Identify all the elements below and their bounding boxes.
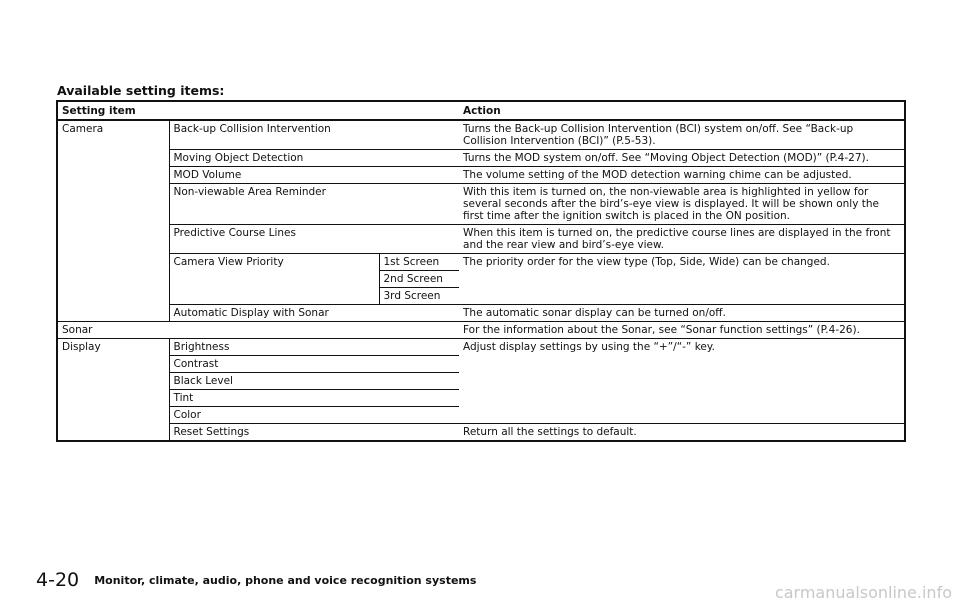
category-display: Display	[57, 339, 169, 442]
table-header-row	[57, 101, 905, 120]
page-footer	[36, 569, 476, 591]
table-row	[57, 424, 905, 442]
category-sonar: Sonar	[57, 322, 459, 339]
setting-color: Color	[169, 407, 459, 424]
setting-camera-view-priority: Camera View Priority	[169, 254, 379, 305]
setting-2nd-screen: 2nd Screen	[379, 271, 459, 288]
table-row	[57, 305, 905, 322]
action-reset: Return all the settings to default.	[459, 424, 905, 442]
setting-mod-volume: MOD Volume	[169, 167, 459, 184]
section-heading: Available setting items:	[57, 83, 225, 98]
action-camera-view-priority: The priority order for the view type (Top, Side, Wide) can be changed.	[459, 254, 905, 305]
setting-contrast: Contrast	[169, 356, 459, 373]
action-nvar: With this item is turned on, the non-viewable area is highlighted in yellow for several seconds after the bird’s-eye view is displayed. It will be shown only the first time after the ignition switch is placed in the ON position.	[459, 184, 905, 225]
setting-3rd-screen: 3rd Screen	[379, 288, 459, 305]
action-auto-display-sonar: The automatic sonar display can be turned on/off.	[459, 305, 905, 322]
page-number: 4-20	[36, 569, 80, 591]
action-pcl: When this item is turned on, the predictive course lines are displayed in the front and the rear view and bird’s-eye view.	[459, 225, 905, 254]
table-row	[57, 150, 905, 167]
table-row	[57, 225, 905, 254]
table-row	[57, 167, 905, 184]
setting-nvar: Non-viewable Area Reminder	[169, 184, 459, 225]
action-mod: Turns the MOD system on/off. See “Moving Object Detection (MOD)” (P.4-27).	[459, 150, 905, 167]
setting-auto-display-sonar: Automatic Display with Sonar	[169, 305, 459, 322]
category-camera: Camera	[62, 123, 104, 135]
setting-tint: Tint	[169, 390, 459, 407]
action-adjust-display: Adjust display settings by using the “+”/“-” key.	[459, 339, 905, 424]
setting-reset: Reset Settings	[169, 424, 459, 442]
table-row	[57, 254, 905, 271]
table-row	[57, 120, 905, 150]
settings-table	[56, 100, 906, 442]
table-row	[57, 184, 905, 225]
table-row	[57, 339, 905, 356]
table-row	[57, 322, 905, 339]
setting-1st-screen: 1st Screen	[379, 254, 459, 271]
header-setting-item: Setting item	[57, 101, 459, 120]
setting-mod: Moving Object Detection	[169, 150, 459, 167]
section-title: Monitor, climate, audio, phone and voice recognition systems	[94, 573, 477, 587]
setting-brightness: Brightness	[169, 339, 459, 356]
setting-bci: Back-up Collision Intervention	[169, 120, 459, 150]
action-bci: Turns the Back-up Collision Intervention (BCI) system on/off. See “Back-up Collision Intervention (BCI)” (P.5-53).	[463, 123, 854, 147]
header-action: Action	[459, 101, 905, 120]
watermark: carmanualsonline.info	[774, 583, 952, 602]
action-mod-volume: The volume setting of the MOD detection warning chime can be adjusted.	[459, 167, 905, 184]
setting-pcl: Predictive Course Lines	[169, 225, 459, 254]
action-sonar: For the information about the Sonar, see “Sonar function settings” (P.4-26).	[459, 322, 905, 339]
setting-black-level: Black Level	[169, 373, 459, 390]
